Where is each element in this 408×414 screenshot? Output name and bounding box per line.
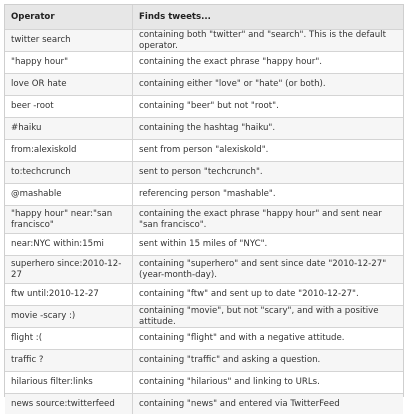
description-cell: containing the hashtag "haiku". xyxy=(139,123,276,133)
operator-cell: movie -scary :) xyxy=(5,306,133,327)
table-row xyxy=(5,183,403,205)
operator-cell: to:techcrunch xyxy=(5,162,133,183)
operator-cell: twitter search xyxy=(5,30,133,51)
description-cell: containing "beer" but not "root". xyxy=(139,101,279,111)
operator-cell: superhero since:2010-12-27 xyxy=(5,256,133,283)
description-cell: containing "flight" and with a negative attitude. xyxy=(139,333,345,343)
table-row xyxy=(5,73,403,95)
operator-cell: traffic ? xyxy=(5,350,133,371)
operator-cell: love OR hate xyxy=(5,74,133,95)
table-header-row xyxy=(5,5,403,29)
table-row xyxy=(5,51,403,73)
operator-cell: hilarious filter:links xyxy=(5,372,133,393)
operator-cell: "happy hour" xyxy=(5,52,133,73)
table-row xyxy=(5,233,403,255)
operator-cell: near:NYC within:15mi xyxy=(5,234,133,255)
table-row xyxy=(5,29,403,51)
description-cell: containing "news" and entered via TwitterFeed xyxy=(139,398,340,409)
table-row xyxy=(5,393,403,414)
description-cell: sent to person "techcrunch". xyxy=(139,167,263,177)
table-row xyxy=(5,371,403,393)
description-cell: sent from person "alexiskold". xyxy=(139,145,269,155)
description-cell: sent within 15 miles of "NYC". xyxy=(139,239,268,249)
description-cell: containing "hilarious" and linking to URLs. xyxy=(139,377,320,387)
table-row xyxy=(5,139,403,161)
table-row xyxy=(5,161,403,183)
operator-cell: flight :( xyxy=(5,328,133,349)
description-cell: containing either "love" or "hate" (or both). xyxy=(139,79,326,89)
table-row xyxy=(5,95,403,117)
description-cell: containing "superhero" and sent since date "2010-12-27" (year-month-day). xyxy=(139,258,387,280)
operator-cell: #haiku xyxy=(5,118,133,139)
header-operator: Operator xyxy=(5,5,133,29)
description-cell: containing the exact phrase "happy hour" and sent near "san francisco". xyxy=(139,208,382,230)
description-cell: containing "traffic" and asking a question. xyxy=(139,355,321,365)
table-row xyxy=(5,205,403,233)
table-row xyxy=(5,349,403,371)
operator-cell: beer -root xyxy=(5,96,133,117)
description-cell: containing both "twitter" and "search". This is the default operator. xyxy=(139,29,386,51)
table-row xyxy=(5,117,403,139)
search-operators-table xyxy=(4,4,404,409)
operator-cell: @mashable xyxy=(5,184,133,205)
operator-cell: "happy hour" near:"san francisco" xyxy=(5,206,133,233)
description-cell: containing "ftw" and sent up to date "2010-12-27". xyxy=(139,289,359,299)
operator-cell: ftw until:2010-12-27 xyxy=(5,284,133,305)
operator-cell: from:alexiskold xyxy=(5,140,133,161)
table-row xyxy=(5,283,403,305)
description-cell: containing "movie", but not "scary", and with a positive attitude. xyxy=(139,305,379,327)
description-cell: containing the exact phrase "happy hour". xyxy=(139,57,323,67)
table-row xyxy=(5,327,403,349)
table-row xyxy=(5,305,403,327)
table-row xyxy=(5,255,403,283)
description-cell: referencing person "mashable". xyxy=(139,189,276,199)
operator-cell: news source:twitterfeed xyxy=(5,394,133,414)
header-finds-tweets: Finds tweets... xyxy=(139,11,211,22)
